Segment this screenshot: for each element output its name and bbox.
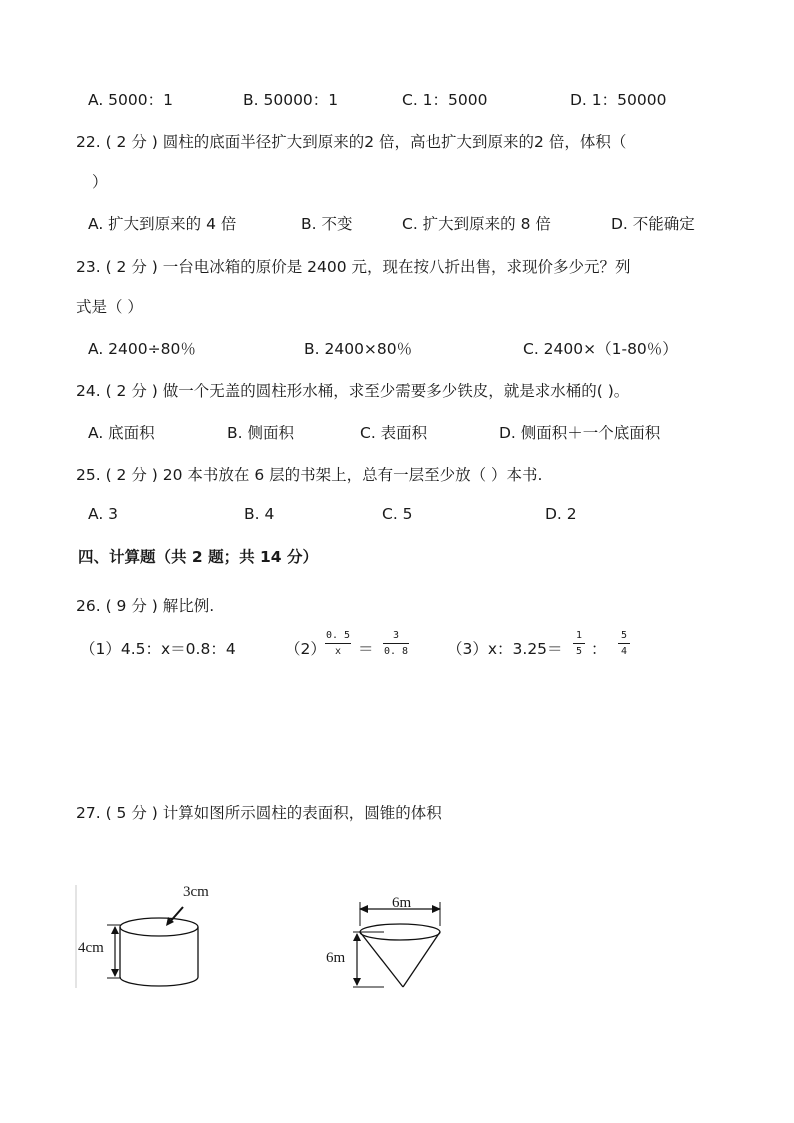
q22-option-c[interactable]: C. 扩大到原来的 8 倍 bbox=[402, 215, 551, 233]
q24-option-c[interactable]: C. 表面积 bbox=[360, 424, 428, 442]
q21-option-b[interactable]: B. 50000：1 bbox=[243, 91, 339, 109]
q22-option-d[interactable]: D. 不能确定 bbox=[611, 215, 695, 233]
q26-part-2-equals: ＝ bbox=[358, 640, 374, 658]
q22-option-b[interactable]: B. 不变 bbox=[301, 215, 353, 233]
q22-stem-line2: ） bbox=[92, 173, 108, 191]
fraction-bar bbox=[573, 643, 585, 644]
q23-option-c[interactable]: C. 2400×（1-80％） bbox=[523, 340, 678, 358]
fraction-denominator: x bbox=[334, 646, 342, 657]
cone-diameter-label: 6m bbox=[392, 895, 412, 911]
cylinder-figure bbox=[75, 880, 225, 995]
fraction-numerator: 5 bbox=[620, 630, 628, 641]
q23-stem-line1: 23. ( 2 分 ) 一台电冰箱的原价是 2400 元，现在按八折出售，求现价多少元？列 bbox=[76, 258, 631, 276]
cylinder-height-label: 4cm bbox=[78, 940, 104, 956]
q21-option-a[interactable]: A. 5000：1 bbox=[88, 91, 173, 109]
q21-option-d[interactable]: D. 1：50000 bbox=[570, 91, 667, 109]
q26-part-3-fraction-left bbox=[573, 629, 585, 658]
fraction-denominator: 0. 8 bbox=[383, 646, 409, 657]
q22-option-a[interactable]: A. 扩大到原来的 4 倍 bbox=[88, 215, 237, 233]
q23-option-b[interactable]: B. 2400×80％ bbox=[304, 340, 413, 358]
q26-part-3-colon: ： bbox=[591, 640, 607, 658]
q26-stem: 26. ( 9 分 ) 解比例. bbox=[76, 597, 215, 615]
q21-option-c[interactable]: C. 1：5000 bbox=[402, 91, 488, 109]
section-heading: 四、计算题（共 2 题；共 14 分） bbox=[78, 548, 318, 566]
q26-part-1: （1）4.5：x＝0.8：4 bbox=[80, 640, 236, 658]
fraction-denominator: 4 bbox=[620, 646, 628, 657]
fraction-numerator: 0. 5 bbox=[325, 630, 351, 641]
fraction-bar bbox=[383, 643, 409, 644]
q25-stem: 25. ( 2 分 ) 20 本书放在 6 层的书架上，总有一层至少放（ ）本书. bbox=[76, 466, 543, 484]
cone-height-label: 6m bbox=[326, 950, 346, 966]
q24-option-a[interactable]: A. 底面积 bbox=[88, 424, 155, 442]
q27-stem: 27. ( 5 分 ) 计算如图所示圆柱的表面积，圆锥的体积 bbox=[76, 804, 442, 822]
q26-part-2-fraction-right bbox=[383, 629, 409, 658]
cone-figure bbox=[322, 890, 452, 995]
fraction-numerator: 1 bbox=[575, 630, 583, 641]
q23-option-a[interactable]: A. 2400÷80％ bbox=[88, 340, 196, 358]
fraction-bar bbox=[325, 643, 351, 644]
q25-option-a[interactable]: A. 3 bbox=[88, 505, 119, 523]
q26-part-3-prefix: （3）x：3.25＝ bbox=[447, 640, 563, 658]
q25-option-c[interactable]: C. 5 bbox=[382, 505, 413, 523]
q26-part-3-fraction-right bbox=[618, 629, 630, 658]
q26-part-2-fraction-left bbox=[325, 629, 351, 658]
q22-stem-line1: 22. ( 2 分 ) 圆柱的底面半径扩大到原来的2 倍，高也扩大到原来的2 倍，体积（ bbox=[76, 133, 627, 151]
cone-drawing bbox=[322, 890, 452, 995]
q25-option-b[interactable]: B. 4 bbox=[244, 505, 275, 523]
q23-stem-line2: 式是（ ） bbox=[76, 298, 143, 316]
q26-part-2-prefix: （2） bbox=[285, 640, 326, 658]
fraction-denominator: 5 bbox=[575, 646, 583, 657]
q24-option-b[interactable]: B. 侧面积 bbox=[227, 424, 294, 442]
q24-option-d[interactable]: D. 侧面积＋一个底面积 bbox=[499, 424, 661, 442]
q25-option-d[interactable]: D. 2 bbox=[545, 505, 577, 523]
q24-stem: 24. ( 2 分 ) 做一个无盖的圆柱形水桶，求至少需要多少铁皮，就是求水桶的( )。 bbox=[76, 382, 630, 400]
fraction-numerator: 3 bbox=[392, 630, 400, 641]
fraction-bar bbox=[618, 643, 630, 644]
cylinder-radius-label: 3cm bbox=[183, 884, 209, 900]
